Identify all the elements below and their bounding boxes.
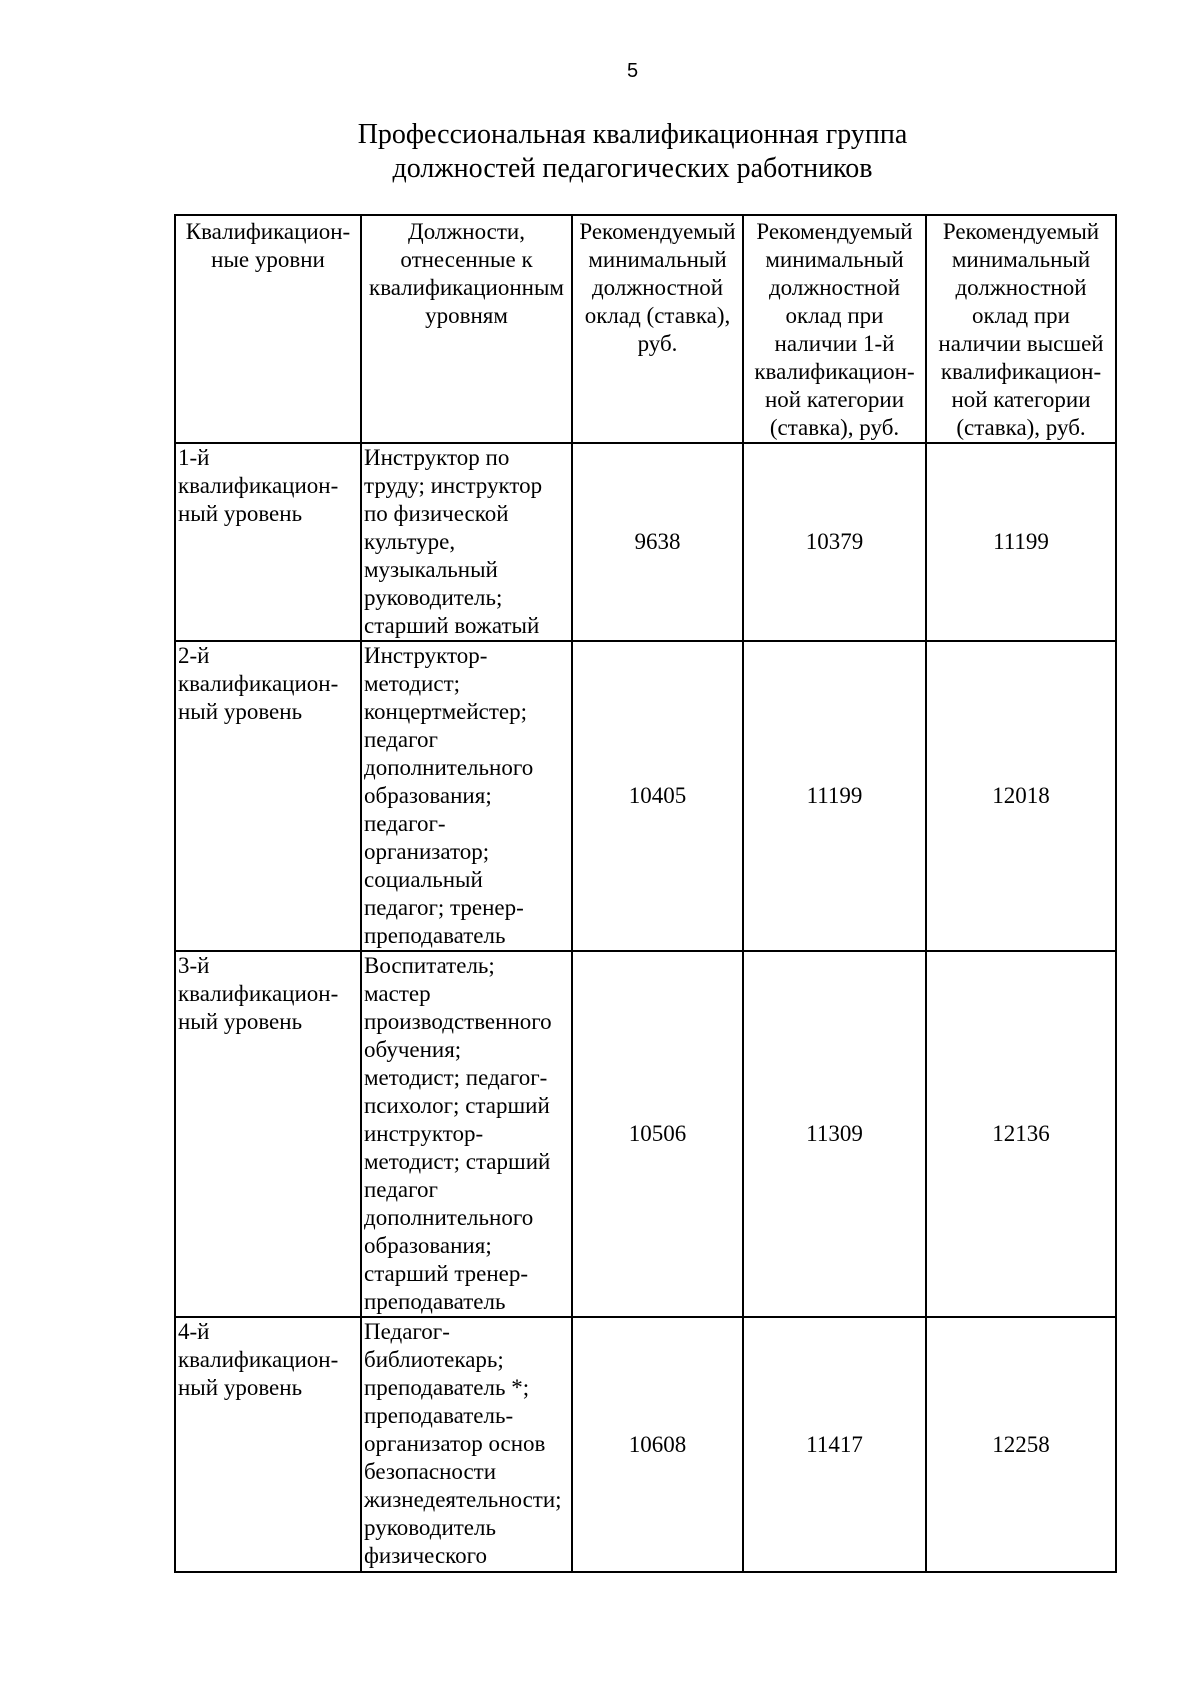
page-number: 5 — [626, 60, 639, 82]
positions-cell: Инструктор по труду; инструктор по физической культуре, музыкальный руководитель; старший вожатый — [361, 443, 572, 641]
title-line-2: должностей педагогических работников — [392, 153, 873, 184]
page-title — [0, 118, 1200, 186]
highest-category-salary-cell: 12136 — [926, 951, 1116, 1317]
first-category-salary-cell: 11199 — [743, 641, 926, 951]
first-category-salary-cell: 10379 — [743, 443, 926, 641]
salary-table — [174, 214, 1117, 1573]
header-base-salary: Рекомендуемый минимальный должностной оклад (ставка), руб. — [572, 215, 743, 443]
table-header-row — [175, 215, 1116, 443]
first-category-salary-cell: 11309 — [743, 951, 926, 1317]
first-category-salary-cell: 11417 — [743, 1317, 926, 1572]
table-row — [175, 443, 1116, 641]
level-cell: 1-й квалификацион- ный уровень — [175, 443, 361, 641]
table-row — [175, 641, 1116, 951]
header-first-category-salary: Рекомендуемый минимальный должностной оклад при наличии 1-й квалификацион- ной категории (ставка), руб. — [743, 215, 926, 443]
header-qualification-levels: Квалификацион- ные уровни — [175, 215, 361, 443]
positions-cell: Инструктор- методист; концертмейстер; педагог дополнительного образования; педагог- организатор; социальный педагог; тренер- преподаватель — [361, 641, 572, 951]
level-cell: 2-й квалификацион- ный уровень — [175, 641, 361, 951]
level-cell: 3-й квалификацион- ный уровень — [175, 951, 361, 1317]
table-row — [175, 951, 1116, 1317]
base-salary-cell: 10506 — [572, 951, 743, 1317]
base-salary-cell: 9638 — [572, 443, 743, 641]
level-cell: 4-й квалификацион- ный уровень — [175, 1317, 361, 1572]
base-salary-cell: 10405 — [572, 641, 743, 951]
positions-cell: Педагог- библиотекарь; преподаватель *; преподаватель- организатор основ безопасности жизнедеятельности; руководитель физического — [361, 1317, 572, 1572]
positions-cell: Воспитатель; мастер производственного обучения; методист; педагог- психолог; старший инструктор- методист; старший педагог дополнительного образования; старший тренер- преподаватель — [361, 951, 572, 1317]
title-line-1: Профессиональная квалификационная группа — [357, 119, 908, 150]
header-positions: Должности, отнесенные к квалификационным уровням — [361, 215, 572, 443]
highest-category-salary-cell: 11199 — [926, 443, 1116, 641]
header-highest-category-salary: Рекомендуемый минимальный должностной оклад при наличии высшей квалификацион- ной категории (ставка), руб. — [926, 215, 1116, 443]
base-salary-cell: 10608 — [572, 1317, 743, 1572]
table-row — [175, 1317, 1116, 1572]
highest-category-salary-cell: 12258 — [926, 1317, 1116, 1572]
highest-category-salary-cell: 12018 — [926, 641, 1116, 951]
